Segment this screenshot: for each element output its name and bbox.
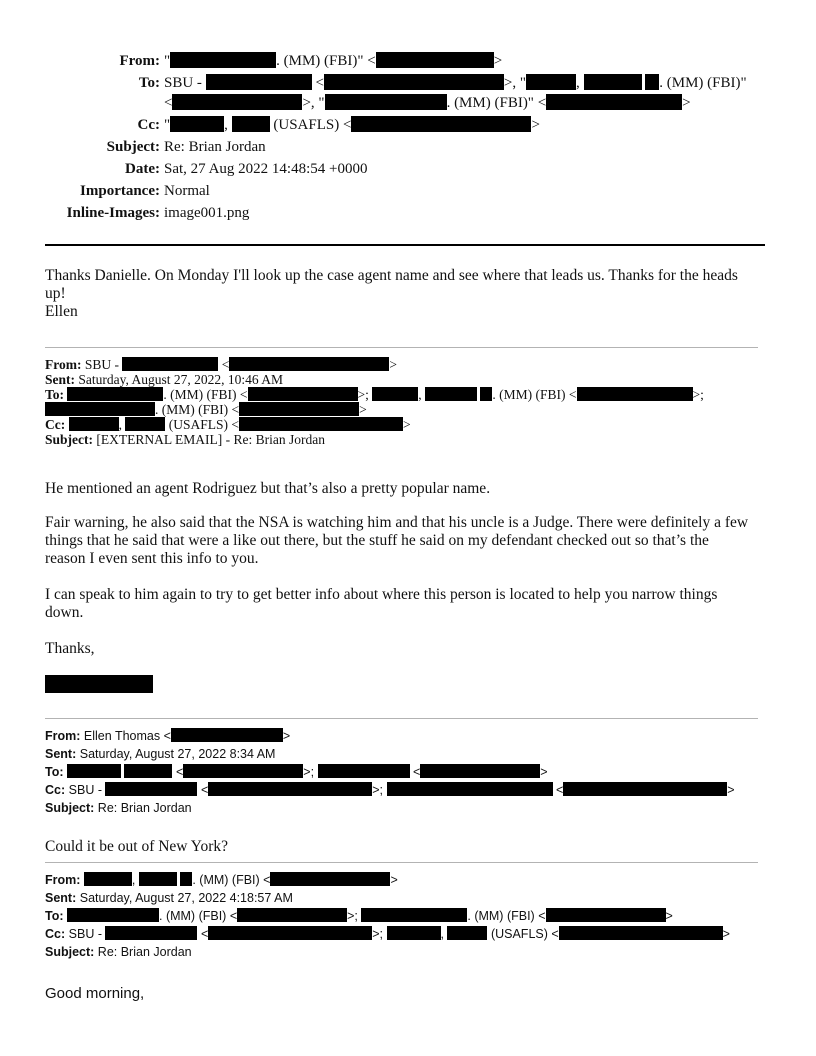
redaction xyxy=(172,94,302,110)
redaction xyxy=(69,417,119,431)
cc-value: " , (USAFLS) < > xyxy=(164,117,540,133)
date-value: Sat, 27 Aug 2022 14:48:54 +0000 xyxy=(164,161,368,177)
redaction xyxy=(645,74,659,90)
redaction xyxy=(67,764,121,778)
header-subject-row xyxy=(0,136,816,158)
redaction xyxy=(232,116,270,132)
redaction xyxy=(125,417,165,431)
quoted-header-1: From: SBU - < > Sent: Saturday, August 27, 2022, 10:46 AM To: . (MM) (FBI) < >; , . (MM) (FBI) < >; . (MM) (FBI) < > Cc: , (USAFLS) < > Subject: [EXTERNAL EMAIL] - Re: Brian Jordan xyxy=(45,357,704,447)
quoted-body-2: Could it be out of New York? xyxy=(45,838,228,855)
redaction xyxy=(447,926,487,940)
to-value-cont: < >, " . (MM) (FBI)" < > xyxy=(164,95,691,111)
importance-label: Importance: xyxy=(80,183,160,199)
importance-value: Normal xyxy=(164,183,210,199)
quoted-body-3: Good morning, xyxy=(45,985,145,1002)
redaction xyxy=(45,402,155,416)
redaction xyxy=(546,94,682,110)
quoted-header-2: From: Ellen Thomas < > Sent: Saturday, August 27, 2022 8:34 AM To: < >; < > Cc: SBU - < >; < > Subject: Re: Brian Jordan xyxy=(45,729,735,815)
redaction xyxy=(325,94,447,110)
redaction xyxy=(67,908,159,922)
quoted-body-p3: I can speak to him again to try to get better info about where this person is located to help you narrow things down. xyxy=(45,586,718,621)
redaction xyxy=(546,908,666,922)
redaction xyxy=(387,926,441,940)
date-label: Date: xyxy=(125,161,160,177)
redaction xyxy=(124,764,172,778)
redaction xyxy=(239,402,359,416)
redaction xyxy=(387,782,553,796)
redaction xyxy=(84,872,132,886)
redaction xyxy=(208,782,372,796)
redaction xyxy=(171,728,283,742)
subject-value: Re: Brian Jordan xyxy=(164,139,266,155)
redaction xyxy=(248,387,358,401)
redaction xyxy=(170,52,276,68)
redaction xyxy=(376,52,494,68)
from-value: " . (MM) (FBI)" < > xyxy=(164,53,503,69)
to-label: To: xyxy=(138,75,160,91)
redaction xyxy=(577,387,693,401)
quote-divider xyxy=(45,862,758,863)
redaction xyxy=(425,387,477,401)
header-to-row-2 xyxy=(0,92,816,114)
redaction xyxy=(372,387,418,401)
redaction xyxy=(122,357,218,371)
redaction xyxy=(584,74,642,90)
redaction xyxy=(105,926,197,940)
redaction xyxy=(237,908,347,922)
redaction xyxy=(105,782,197,796)
quoted-body-p1: He mentioned an agent Rodriguez but that’s also a pretty popular name. xyxy=(45,480,491,497)
message-body: Thanks Danielle. On Monday I'll look up the case agent name and see where that leads us. Thanks for the heads up! Ellen xyxy=(45,267,775,321)
redaction xyxy=(139,872,177,886)
header-divider xyxy=(45,244,765,246)
redaction xyxy=(208,926,372,940)
redaction xyxy=(526,74,576,90)
quoted-body-thanks: Thanks, xyxy=(45,640,95,657)
quoted-header-3: From: , . (MM) (FBI) < > Sent: Saturday, August 27, 2022 4:18:57 AM To: . (MM) (FBI) < >; . (MM) (FBI) < > Cc: SBU - < >; , (USAFLS) < > Subject: Re: Brian Jordan xyxy=(45,873,730,959)
quote-divider xyxy=(45,718,758,719)
redaction xyxy=(270,872,390,886)
redaction xyxy=(559,926,723,940)
header-date-row xyxy=(0,158,816,180)
from-label: From: xyxy=(119,53,160,69)
header-from-row xyxy=(0,50,816,72)
quote-divider xyxy=(45,347,758,348)
header-importance-row xyxy=(0,180,816,202)
redaction xyxy=(206,74,312,90)
redaction xyxy=(67,387,163,401)
redaction xyxy=(324,74,504,90)
redaction xyxy=(180,872,192,886)
redaction xyxy=(45,675,153,693)
redaction xyxy=(361,908,467,922)
redaction xyxy=(318,764,410,778)
redaction xyxy=(239,417,403,431)
header-inline-images-row xyxy=(0,202,816,224)
redaction xyxy=(480,387,492,401)
quoted-body-p2: Fair warning, he also said that the NSA is watching him and that his uncle is a Judge. There were definitely a few things that he said that were a like out there, but the stuff he said on my defendant checked out so that’s the reason I even sent this info to you. xyxy=(45,514,749,567)
redaction xyxy=(563,782,727,796)
redaction xyxy=(183,764,303,778)
cc-label: Cc: xyxy=(137,117,160,133)
header-cc-row xyxy=(0,114,816,136)
to-value: SBU - < >, " , . (MM) (FBI)" xyxy=(164,75,747,91)
redaction xyxy=(229,357,389,371)
redaction xyxy=(170,116,224,132)
signature: Ellen xyxy=(45,303,78,320)
inline-images-value: image001.png xyxy=(164,205,250,221)
redaction xyxy=(420,764,540,778)
subject-label: Subject: xyxy=(106,139,160,155)
inline-images-label: Inline-Images: xyxy=(66,205,160,221)
redaction xyxy=(351,116,531,132)
header-to-row xyxy=(0,72,816,94)
